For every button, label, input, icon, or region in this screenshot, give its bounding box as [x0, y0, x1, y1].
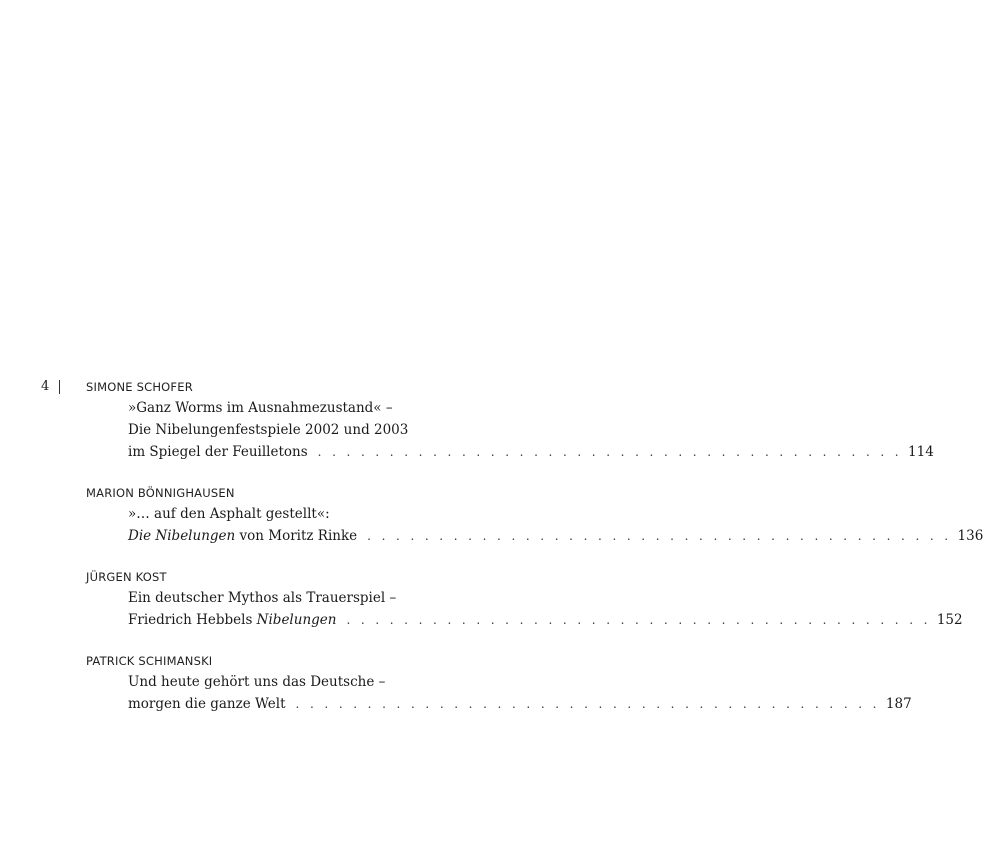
title-last-line[interactable]: [128, 441, 934, 463]
title-regular: Friedrich Hebbels: [128, 612, 257, 628]
leader-dots: . . . . . . . . . . . . . . . . . . . . . . . . . . . . . . . . . . . . . . . . .: [346, 613, 931, 627]
page-reference: 136: [957, 528, 983, 544]
title-text: im Spiegel der Feuilletons: [128, 444, 308, 460]
title-line: »Ganz Worms im Ausnahmezustand« –: [128, 400, 393, 416]
title-line: Ein deutscher Mythos als Trauerspiel –: [128, 590, 397, 606]
title-text: [128, 609, 336, 631]
title-line: »… auf den Asphalt gestellt«:: [128, 506, 330, 522]
toc-entry-schofer: [86, 379, 934, 463]
title-italic: Die Nibelungen: [128, 528, 236, 544]
title-text: morgen die ganze Welt: [128, 696, 286, 712]
title-last-line[interactable]: [128, 525, 983, 547]
title-last-line[interactable]: [128, 693, 912, 715]
page-reference: 187: [885, 696, 912, 712]
page-reference: 152: [936, 612, 963, 628]
toc-entry-schimanski: [86, 653, 912, 715]
title-text: [128, 525, 357, 547]
toc-entry-boennighausen: [86, 485, 983, 547]
author-name: SIMONE SCHOFER: [86, 380, 193, 394]
leader-dots: . . . . . . . . . . . . . . . . . . . . . . . . . . . . . . . . . . . . . . . . .: [295, 697, 880, 711]
title-italic: Nibelungen: [256, 612, 337, 628]
page-number: 4: [41, 379, 50, 394]
page-number-separator: [59, 380, 60, 394]
title-last-line[interactable]: [128, 609, 963, 631]
title-line: Und heute gehört uns das Deutsche –: [128, 674, 386, 690]
author-name: MARION BÖNNIGHAUSEN: [86, 486, 235, 500]
leader-dots: . . . . . . . . . . . . . . . . . . . . . . . . . . . . . . . . . . . . . . . . .: [367, 529, 952, 543]
title-regular: von Moritz Rinke: [235, 528, 358, 544]
title-line: Die Nibelungenfestspiele 2002 und 2003: [128, 422, 409, 438]
toc-entry-kost: [86, 569, 963, 631]
page-reference: 114: [908, 444, 934, 460]
author-name: JÜRGEN KOST: [86, 570, 167, 584]
author-name: PATRICK SCHIMANSKI: [86, 654, 213, 668]
leader-dots: . . . . . . . . . . . . . . . . . . . . . . . . . . . . . . . . . . . . . . . . .: [317, 445, 903, 459]
